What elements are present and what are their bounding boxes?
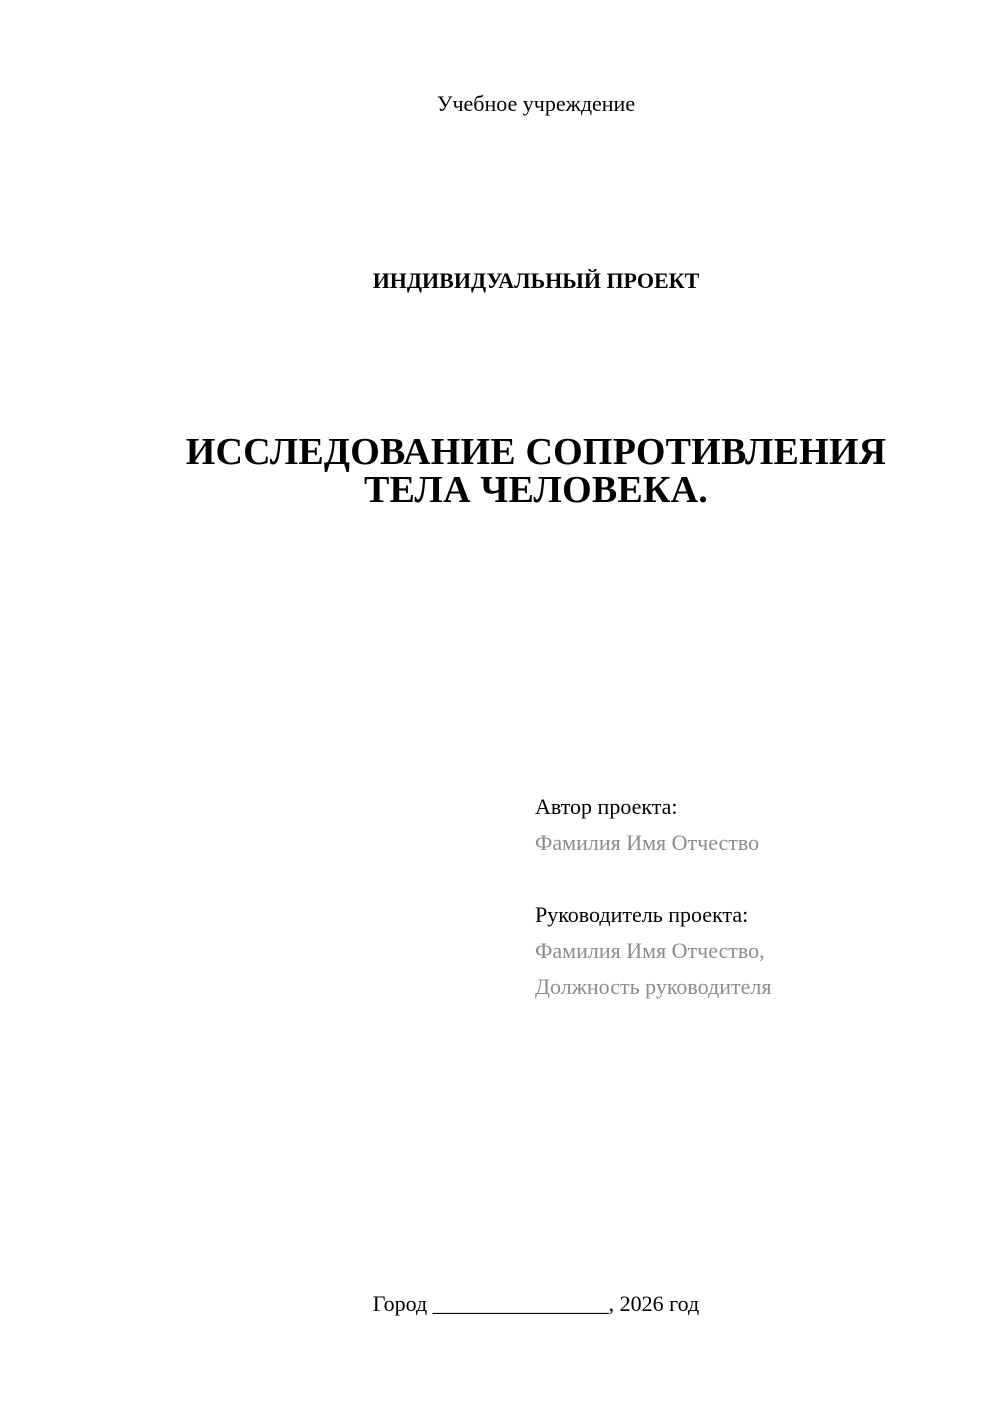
- supervisor-label: Руководитель проекта:: [535, 902, 749, 927]
- credits-block: [535, 789, 975, 1005]
- supervisor-name: Фамилия Имя Отчество,: [535, 938, 765, 963]
- project-title: [0, 433, 1000, 509]
- author-name: Фамилия Имя Отчество: [535, 830, 760, 855]
- project-type-heading: ИНДИВИДУАЛЬНЫЙ ПРОЕКТ: [372, 268, 700, 293]
- credits-spacer: [535, 861, 975, 897]
- project-title-line-2: ТЕЛА ЧЕЛОВЕКА.: [363, 469, 709, 511]
- project-title-line-1: ИССЛЕДОВАНИЕ СОПРОТИВЛЕНИЯ: [185, 431, 887, 473]
- city-year-line: Город ________________, 2026 год: [372, 1291, 700, 1316]
- author-label: Автор проекта:: [535, 794, 678, 819]
- institution-name: Учебное учреждение: [436, 91, 636, 116]
- supervisor-position: Должность руководителя: [535, 974, 772, 999]
